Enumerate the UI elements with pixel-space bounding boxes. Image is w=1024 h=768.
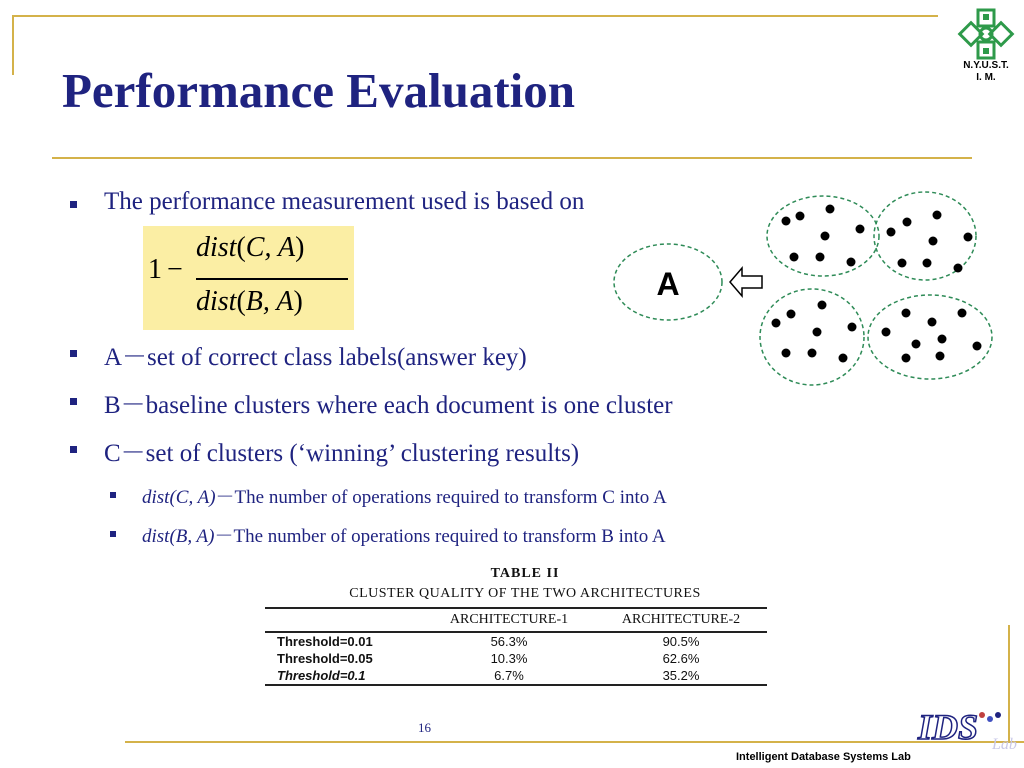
bullet-marker [70,398,77,405]
table-row [265,667,767,685]
page-number: 16 [418,720,431,735]
frame-top-line [12,15,938,17]
sub-bullet-term: dist(B, A) [142,526,215,547]
bullet-marker [70,350,77,357]
bullet-marker [70,201,77,208]
cluster-ellipse [760,289,864,385]
table-header-cell: ARCHITECTURE-1 [423,608,595,632]
table-header-row [265,608,767,632]
frame-bottom-line [125,741,1024,743]
formula-fraction-bar [196,278,348,280]
cluster-points [772,205,982,363]
table-cell: 90.5% [662,634,700,649]
bullet-text: A－set of correct class labels(answer key) [104,344,527,371]
sub-bullet-term: dist(C, A) [142,487,216,508]
results-table [265,607,767,686]
school-caption-line2: I. M. [976,72,996,83]
table-row [265,650,767,667]
table-cell: 10.3% [490,651,528,666]
sub-bullet-marker [110,492,116,498]
lab-logo-icon [910,705,1020,755]
table-cell: 6.7% [423,667,595,685]
formula-one: 1 [148,254,162,285]
table-row [265,632,767,650]
table-title: CLUSTER QUALITY OF THE TWO ARCHITECTURES [349,586,701,601]
table-cell: 62.6% [662,651,700,666]
lab-name: Intelligent Database Systems Lab [736,751,911,763]
bullet-text: C－set of clusters (‘winning’ clustering results) [104,440,580,467]
school-caption [946,60,1024,84]
bullet-text: The performance measurement used is based on [104,188,585,215]
sub-bullet-text: －The number of operations required to transform C into A [215,487,667,508]
lab-logo-sub: Lab [992,736,1017,753]
bullet-marker [70,446,77,453]
title-divider [52,157,972,159]
table-header-cell: ARCHITECTURE-2 [595,608,767,632]
frame-left-line [12,15,14,75]
table-cell: 35.2% [595,667,767,685]
table-header-cell [265,608,423,632]
bullet-text: B－baseline clusters where each document is one cluster [104,392,673,419]
table-cell: Threshold=0.1 [265,667,423,685]
answer-key-label: A [656,266,680,302]
sub-bullet-marker [110,531,116,537]
table-cell: 56.3% [490,634,528,649]
cluster-diagram [600,180,1010,395]
sub-bullet-text: －The number of operations required to transform B into A [214,526,666,547]
school-logo-icon [955,8,1017,60]
formula-minus: − [167,254,183,285]
school-caption-line1: N.Y.U.S.T. [963,60,1009,71]
table-caption: TABLE II [490,566,560,581]
cluster-ellipse [868,295,992,379]
lab-logo-text: IDS [918,707,979,747]
formula-numerator: dist(C, A) [196,232,305,263]
formula-denominator: dist(B, A) [196,286,303,317]
table-cell: Threshold=0.05 [277,651,373,666]
hollow-left-arrow-icon [730,268,762,296]
table-cell: Threshold=0.01 [277,634,373,649]
slide-title: Performance Evaluation [62,63,576,118]
